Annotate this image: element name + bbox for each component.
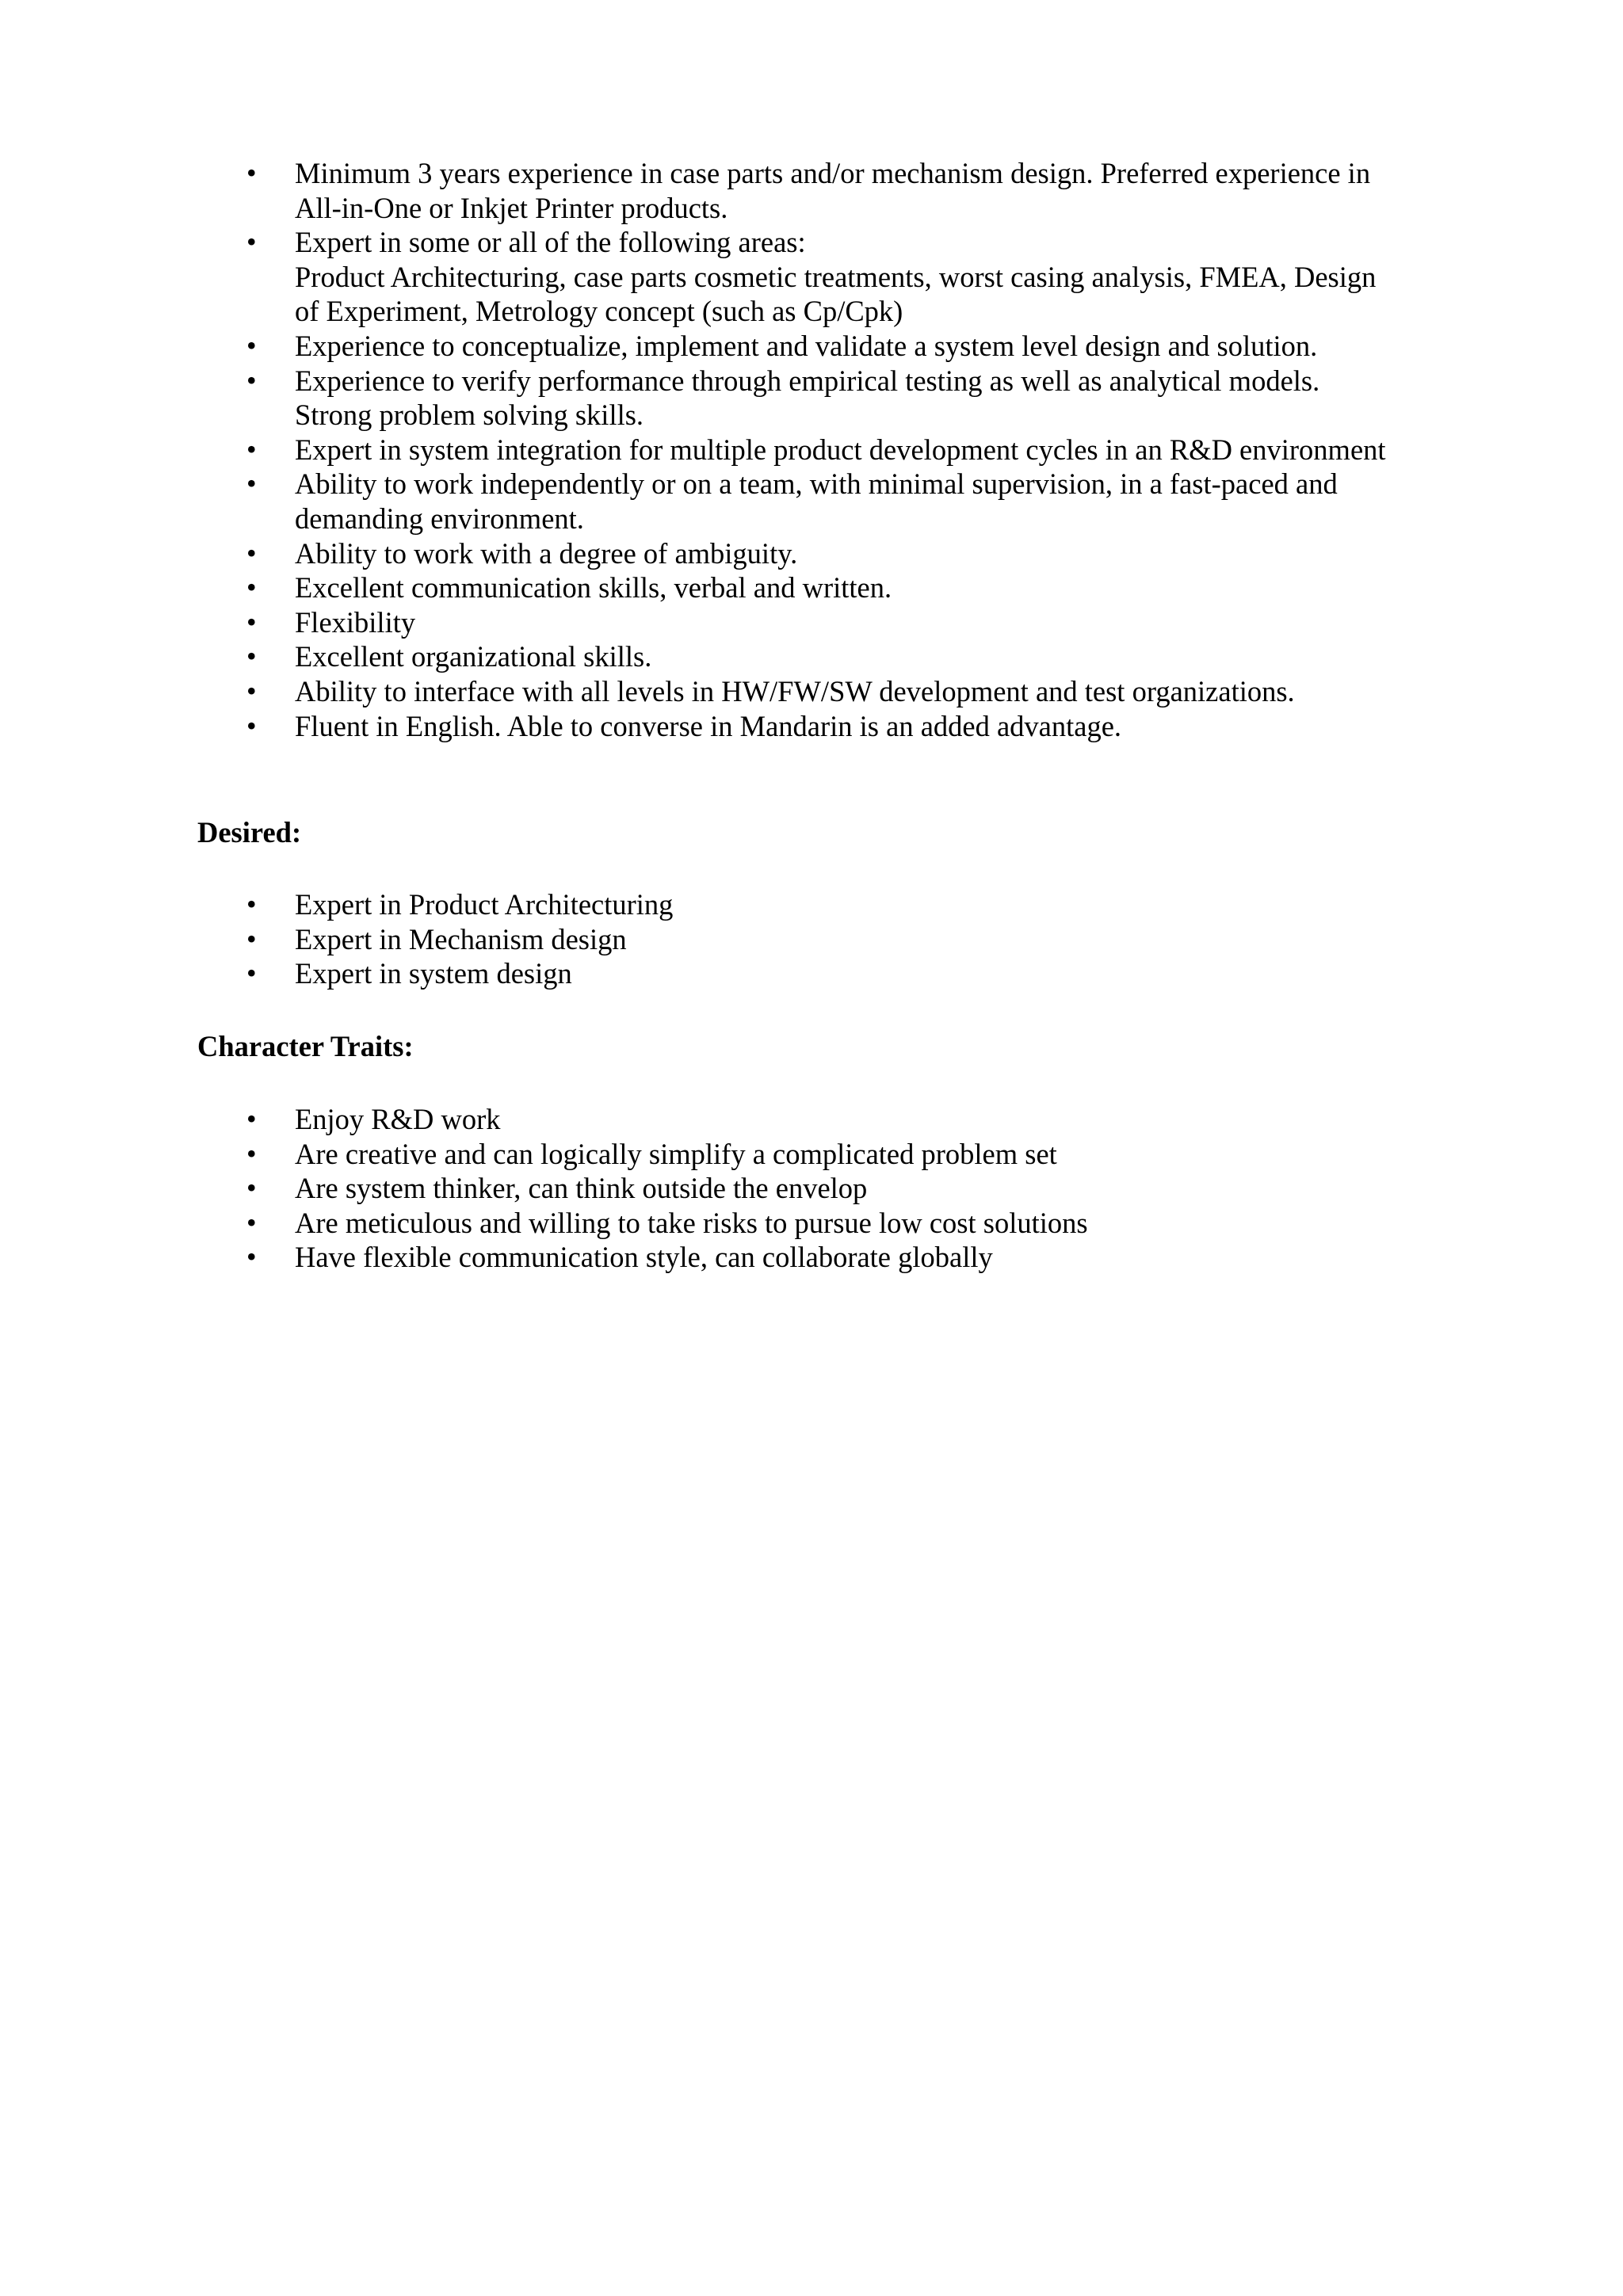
- list-item-text: Strong problem solving skills.: [295, 399, 644, 432]
- bullet-icon: •: [246, 957, 257, 990]
- list-item-text: Expert in Mechanism design: [295, 922, 627, 955]
- bullet-icon: •: [246, 329, 257, 361]
- bullet-icon: •: [246, 1206, 257, 1238]
- list-item: [0, 536, 1623, 571]
- list-item: [0, 922, 1623, 957]
- list-item-text: All-in-One or Inkjet Printer products.: [295, 191, 728, 224]
- list-item-text: Expert in system integration for multiple product development cycles in an R&D environment: [295, 433, 1386, 466]
- bullet-icon: •: [246, 536, 257, 569]
- bullet-icon: •: [246, 605, 257, 638]
- list-item: [0, 1102, 1623, 1137]
- character-traits-list: [0, 1102, 1623, 1275]
- list-item-text: Are meticulous and willing to take risks to pursue low cost solutions: [295, 1206, 1088, 1239]
- list-item: [0, 605, 1623, 640]
- bullet-icon: •: [246, 571, 257, 604]
- bullet-icon: •: [246, 1241, 257, 1273]
- bullet-icon: •: [246, 709, 257, 742]
- list-item-text: Experience to verify performance through empirical testing as well as analytical models.: [295, 364, 1320, 397]
- bullet-icon: •: [246, 467, 257, 500]
- character-traits-heading: Character Traits:: [197, 1030, 414, 1062]
- list-item-text: Experience to conceptualize, implement and validate a system level design and solution.: [295, 329, 1318, 362]
- list-item-text: Enjoy R&D work: [295, 1103, 501, 1135]
- list-item: [0, 674, 1623, 709]
- list-item-text: Expert in system design: [295, 957, 572, 990]
- list-item: [0, 1206, 1623, 1241]
- list-item: [0, 887, 1623, 922]
- list-item-text: Are system thinker, can think outside the envelop: [295, 1172, 868, 1205]
- bullet-icon: •: [246, 888, 257, 920]
- list-item-text: Product Architecturing, case parts cosmetic treatments, worst casing analysis, FMEA, Design: [295, 260, 1377, 293]
- desired-heading: Desired:: [197, 816, 302, 849]
- bullet-icon: •: [246, 1172, 257, 1204]
- bullet-icon: •: [246, 1103, 257, 1135]
- bullet-icon: •: [246, 922, 257, 955]
- list-item: [0, 225, 1623, 329]
- bullet-icon: •: [246, 1137, 257, 1169]
- bullet-icon: •: [246, 433, 257, 465]
- list-item: [0, 467, 1623, 536]
- list-item: [0, 1171, 1623, 1206]
- list-item-text: Flexibility: [295, 605, 416, 639]
- list-item: [0, 709, 1623, 744]
- bullet-icon: •: [246, 157, 257, 189]
- list-item-text: Excellent organizational skills.: [295, 640, 652, 673]
- list-item: [0, 956, 1623, 991]
- list-item-text: Expert in Product Architecturing: [295, 888, 674, 921]
- list-item: [0, 433, 1623, 467]
- list-item-text: Ability to interface with all levels in HW/FW/SW development and test organizations.: [295, 674, 1295, 707]
- list-item-text: Have flexible communication style, can collaborate globally: [295, 1241, 993, 1274]
- list-item: [0, 1240, 1623, 1275]
- list-item-text: Ability to work with a degree of ambiguity.: [295, 536, 798, 570]
- list-item-text: Are creative and can logically simplify a complicated problem set: [295, 1137, 1057, 1170]
- requirements-list: [0, 156, 1623, 743]
- list-item: [0, 570, 1623, 605]
- list-item: [0, 329, 1623, 364]
- bullet-icon: •: [246, 674, 257, 707]
- desired-list: [0, 887, 1623, 991]
- list-item-text: demanding environment.: [295, 502, 584, 535]
- bullet-icon: •: [246, 226, 257, 258]
- bullet-icon: •: [246, 640, 257, 673]
- list-item: [0, 156, 1623, 225]
- list-item-text: Fluent in English. Able to converse in Mandarin is an added advantage.: [295, 709, 1122, 742]
- list-item-text: Excellent communication skills, verbal and written.: [295, 571, 892, 605]
- list-item-text: Minimum 3 years experience in case parts and/or mechanism design. Preferred experience in: [295, 157, 1371, 189]
- list-item: [0, 364, 1623, 433]
- list-item-text: Expert in some or all of the following areas:: [295, 226, 806, 259]
- list-item-text: of Experiment, Metrology concept (such as Cp/Cpk): [295, 295, 903, 328]
- list-item: [0, 1137, 1623, 1172]
- list-item-text: Ability to work independently or on a team, with minimal supervision, in a fast-paced and: [295, 467, 1338, 501]
- bullet-icon: •: [246, 364, 257, 396]
- list-item: [0, 639, 1623, 674]
